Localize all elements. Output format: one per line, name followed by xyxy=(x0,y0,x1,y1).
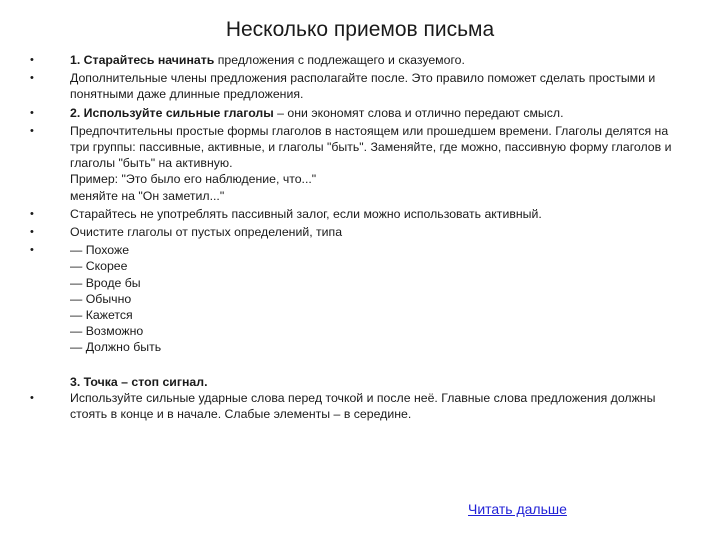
list-item xyxy=(30,70,680,102)
list-item xyxy=(30,206,680,222)
item-text: Дополнительные члены предложения располагайте после. Это правило поможет сделать простыми и понятными даже длинные предложения. xyxy=(70,71,656,102)
read-more-link[interactable]: Читать дальше xyxy=(468,501,567,517)
sub-item: — Вроде бы xyxy=(70,275,141,290)
sub-item: — Возможно xyxy=(70,324,144,339)
example-line: меняйте на "Он заметил..." xyxy=(70,188,225,203)
bullet-dot: • xyxy=(30,124,34,137)
example-line: Пример: "Это было его наблюдение, что..." xyxy=(70,172,317,187)
bullet-list xyxy=(30,52,680,422)
bullet-dot: • xyxy=(30,54,34,66)
item-text: – они экономят слова и отлично передают смысл. xyxy=(273,105,564,120)
sub-item: — Скорее xyxy=(70,259,128,274)
item-text: предложения с подлежащего и сказуемого. xyxy=(214,53,465,67)
list-item xyxy=(30,123,680,204)
bullet-dot: • xyxy=(30,226,34,239)
bullet-dot: • xyxy=(30,391,34,404)
sub-item: — Обычно xyxy=(70,291,132,306)
bullet-dot: • xyxy=(30,207,34,220)
item-text: Очистите глаголы от пустых определений, типа xyxy=(70,225,343,240)
list-item xyxy=(30,242,680,355)
item-bold-text: 1. Старайтесь начинать xyxy=(70,53,215,67)
bullet-dot: • xyxy=(30,106,34,119)
list-item xyxy=(30,224,680,240)
item-text: Старайтесь не употреблять пассивный залог, если можно использовать активный. xyxy=(70,206,542,221)
item-bold-text: 2. Используйте сильные глаголы xyxy=(70,105,274,120)
bullet-dot: • xyxy=(30,244,34,257)
sub-item: — Кажется xyxy=(70,308,133,323)
sub-item: — Похоже xyxy=(70,243,130,258)
item-text: Используйте сильные ударные слова перед точкой и после неё. Главные слова предложения должны стоять в конце и в начале. Слабые элементы – в середине. xyxy=(70,390,656,422)
item-bold-text: 3. Точка – стоп сигнал. xyxy=(70,374,208,389)
slide-title: Несколько приемов письма xyxy=(225,18,495,41)
item-text: Предпочтительны простые формы глаголов в настоящем или прошедшем времени. Глаголы делятся на три группы: пассивные, активные, и глаголы "быть". Заменяйте, где можно, пассивную форму глаголов и глаголы "быть" на активную. xyxy=(70,123,672,171)
list-item xyxy=(30,374,680,423)
list-item xyxy=(30,52,680,68)
list-item xyxy=(30,105,680,121)
bullet-dot: • xyxy=(30,72,34,85)
sub-item: — Должно быть xyxy=(70,340,162,355)
